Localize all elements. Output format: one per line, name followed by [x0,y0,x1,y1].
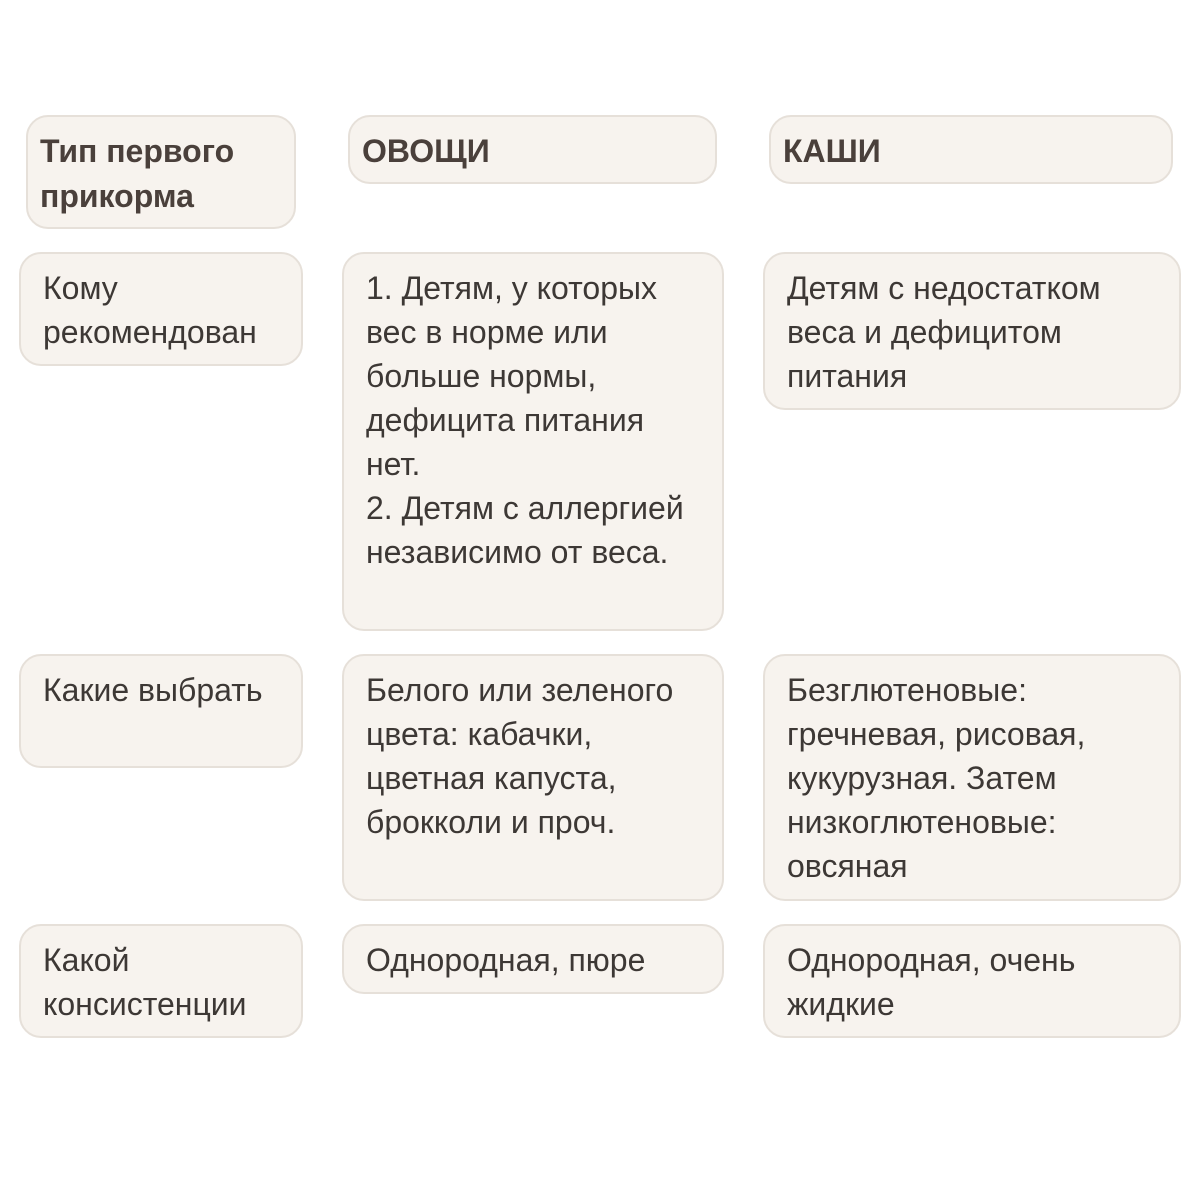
cell-porridge-which-choose: Безглютеновые: гречневая, рисовая, кукурузная. Затем низкоглютеновые: овсяная [763,654,1181,901]
cell-vegetables-recommended: 1. Детям, у которых вес в норме или больше нормы, дефицита питания нет. 2. Детям с аллергией независимо от веса. [342,252,724,631]
header-vegetables-cell: ОВОЩИ [348,115,717,184]
cell-vegetables-which-choose: Белого или зеленого цвета: кабачки, цветная капуста, брокколи и проч. [342,654,724,901]
header-porridge-cell: КАШИ [769,115,1173,184]
row-label-which-choose: Какие выбрать [19,654,303,768]
row-label-consistency: Какой консистенции [19,924,303,1038]
row-label-recommended: Кому рекомендован [19,252,303,366]
cell-vegetables-consistency: Однородная, пюре [342,924,724,994]
cell-porridge-recommended: Детям с недостатком веса и дефицитом питания [763,252,1181,410]
header-type-cell: Тип первого прикорма [26,115,296,229]
cell-porridge-consistency: Однородная, очень жидкие [763,924,1181,1038]
